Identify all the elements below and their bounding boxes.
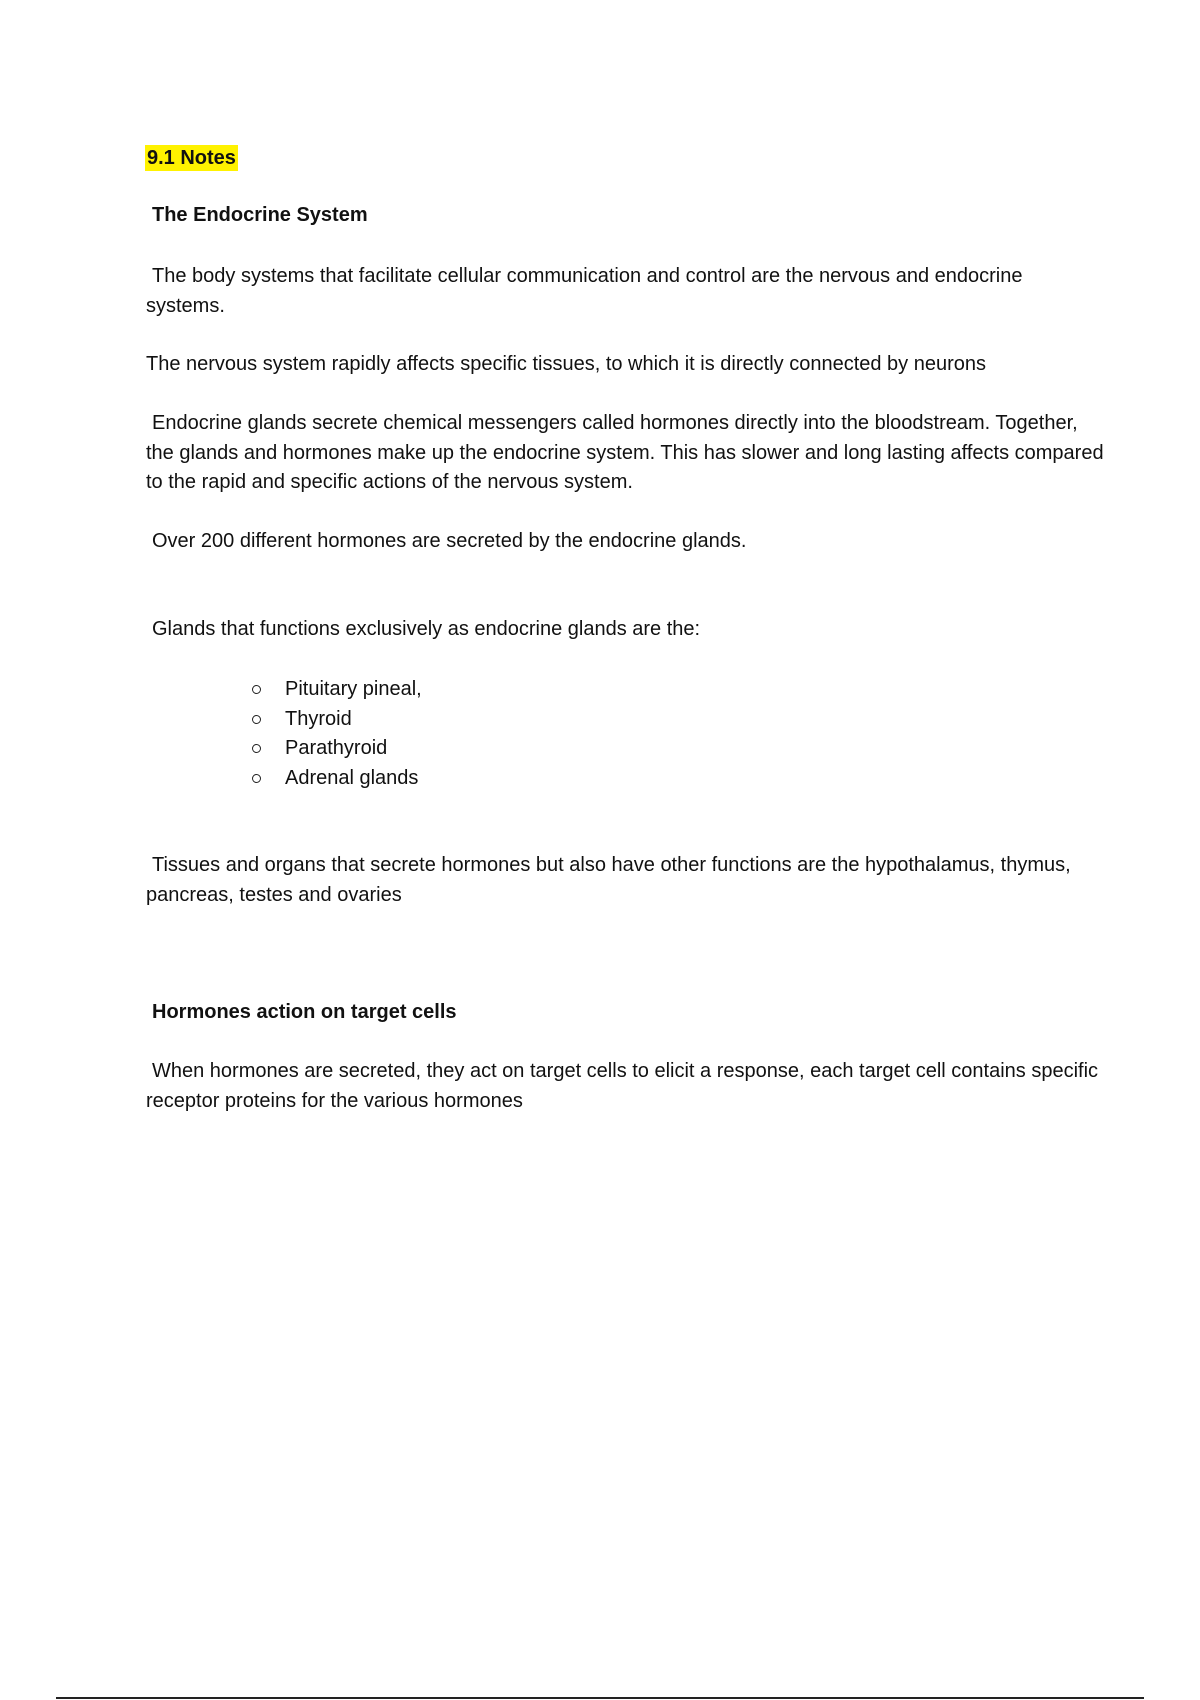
list-item: Pituitary pineal, — [252, 675, 422, 705]
paragraph-other-tissues: Tissues and organs that secrete hormones but also have other functions are the hypothalamus, thymus, pancreas, testes and ovaries — [146, 854, 1071, 906]
bullet-circle-icon — [252, 685, 261, 694]
paragraph-hormone-count: Over 200 different hormones are secreted by the endocrine glands. — [152, 530, 747, 552]
paragraph-exclusive-glands: Glands that functions exclusively as endocrine glands are the: — [152, 618, 701, 640]
paragraph-endocrine-glands: Endocrine glands secrete chemical messengers called hormones directly into the bloodstream. Together, the glands and hormones make up the endocrine system. This has slower and long lasting affects compared to the rapid and specific actions of the nervous system. — [146, 412, 1104, 493]
paragraph-body-systems: The body systems that facilitate cellular communication and control are the nervous and endocrine systems. — [146, 265, 1023, 317]
bullet-circle-icon — [252, 774, 261, 783]
bullet-circle-icon — [252, 715, 261, 724]
footer-divider — [56, 1697, 1144, 1699]
list-item: Parathyroid — [252, 734, 422, 764]
paragraph-target-cells: When hormones are secreted, they act on target cells to elicit a response, each target cell contains specific receptor proteins for the various hormones — [146, 1060, 1099, 1112]
page-title: 9.1 Notes — [147, 147, 236, 169]
list-item: Adrenal glands — [252, 764, 422, 794]
paragraph-nervous-system: The nervous system rapidly affects specific tissues, to which it is directly connected by neurons — [146, 353, 987, 375]
list-item: Thyroid — [252, 705, 422, 735]
gland-list — [252, 675, 422, 793]
bullet-circle-icon — [252, 744, 261, 753]
section-heading-hormone-action: Hormones action on target cells — [152, 1001, 457, 1023]
section-heading-endocrine-system: The Endocrine System — [152, 204, 368, 226]
